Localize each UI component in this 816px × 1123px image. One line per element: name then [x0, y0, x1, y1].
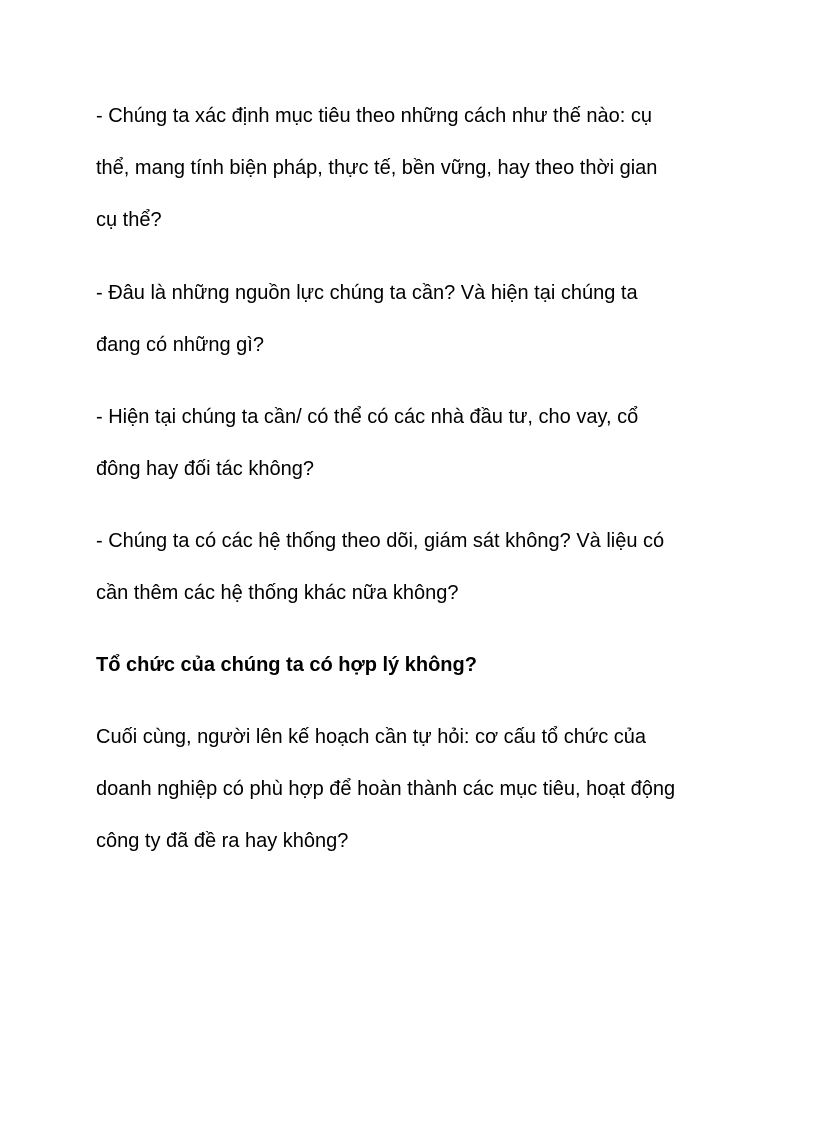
question-3-line-1: - Hiện tại chúng ta cần/ có thể có các nhà đầu tư, cho vay, cổ — [96, 406, 639, 428]
closing-line-2: doanh nghiệp có phù hợp để hoàn thành các mục tiêu, hoạt động — [96, 778, 676, 800]
section-heading: Tổ chức của chúng ta có hợp lý không? — [96, 654, 477, 676]
question-4-line-1: - Chúng ta có các hệ thống theo dõi, giám sát không? Và liệu có — [96, 530, 665, 552]
question-2-line-2: đang có những gì? — [96, 334, 264, 356]
question-1-line-3: cụ thể? — [96, 209, 162, 231]
question-4-line-2: cần thêm các hệ thống khác nữa không? — [96, 582, 459, 604]
question-1-line-2: thể, mang tính biện pháp, thực tế, bền vững, hay theo thời gian — [96, 157, 658, 179]
closing-line-1: Cuối cùng, người lên kế hoạch cần tự hỏi: cơ cấu tổ chức của — [96, 726, 647, 748]
question-1-line-1: - Chúng ta xác định mục tiêu theo những cách như thế nào: cụ — [96, 105, 653, 127]
question-3-line-2: đông hay đối tác không? — [96, 458, 314, 480]
closing-line-3: công ty đã đề ra hay không? — [96, 830, 349, 852]
question-2-line-1: - Đâu là những nguồn lực chúng ta cần? Và hiện tại chúng ta — [96, 282, 638, 304]
